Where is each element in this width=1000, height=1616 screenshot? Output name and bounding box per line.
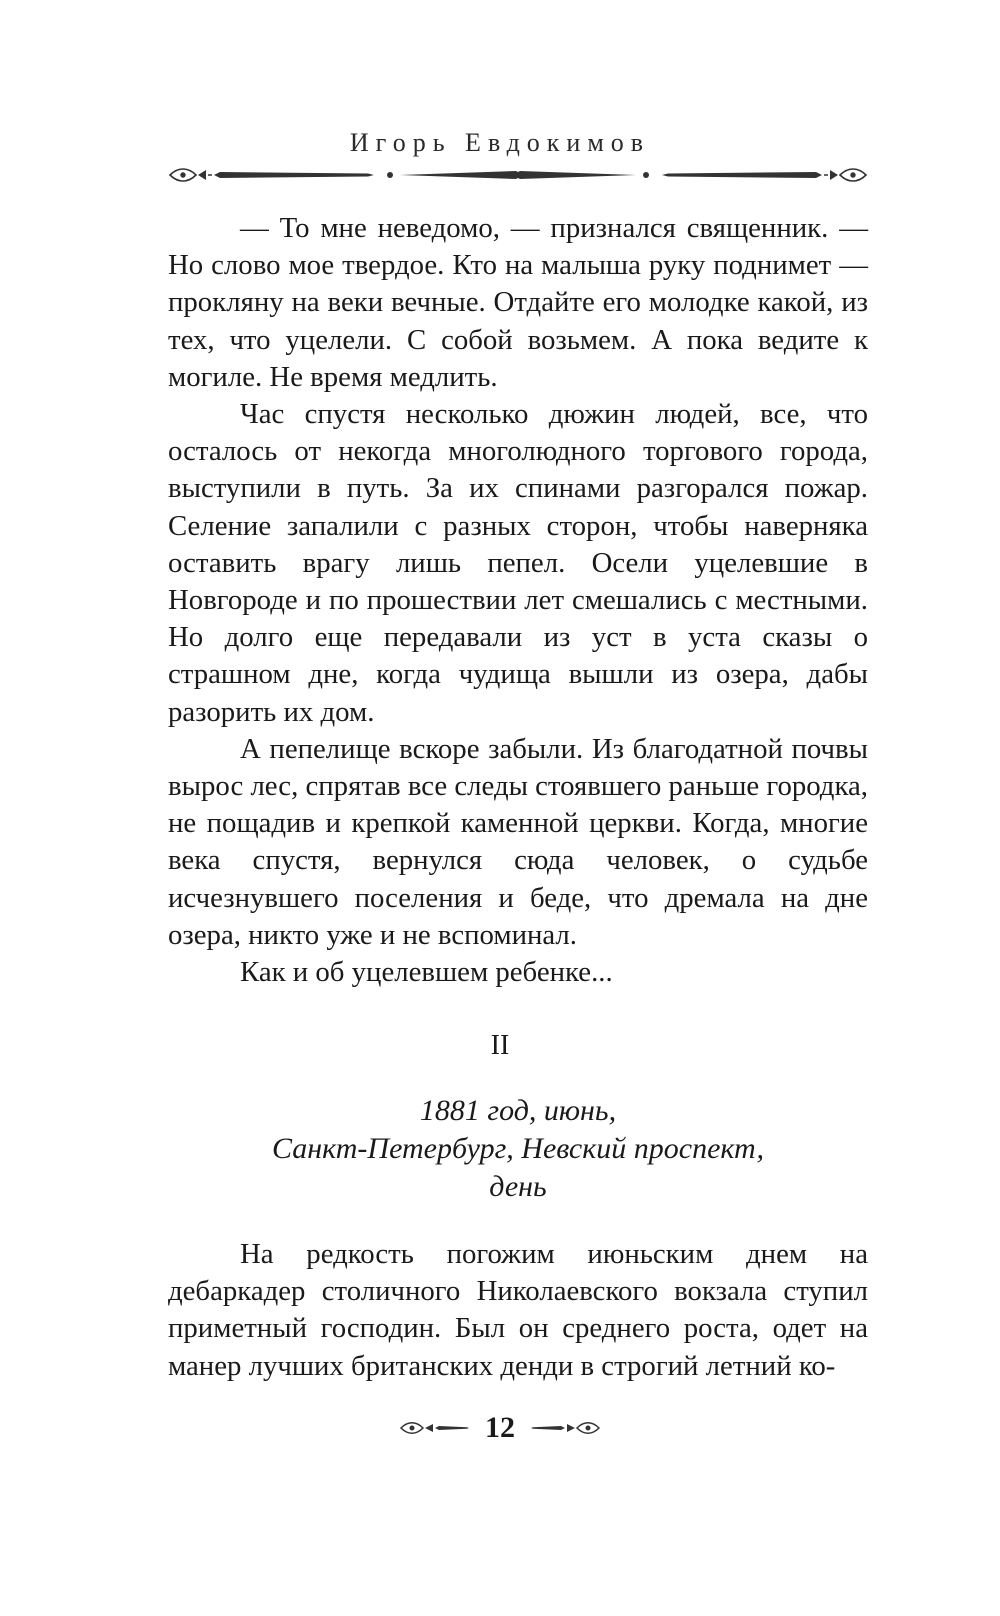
paragraph: На редкость погожим июньским днем на дебаркадер столичного Николаевского вокзала ступил приметный господин. Был он среднего роста, одет на манер лучших британских денди в строгий летний ко-: [168, 1238, 868, 1382]
paragraph: Час спустя несколько дюжин людей, все, что осталось от некогда многолюдного торгового города, выступили в путь. За их спинами разгорался пожар. Селение запалили с разных сторон, чтобы наверняка оставить врагу лишь пепел. Осели уцелевшие в Новгороде и по прошествии лет смешались с местными. Но долго еще передавали из уст в уста сказы о страшном дне, когда чудища вышли из озера, дабы разорить их дом.: [168, 398, 868, 728]
page-number: 12: [485, 1411, 515, 1444]
running-header: Игорь Евдокимов: [349, 128, 651, 157]
paragraph: А пепелище вскоре забыли. Из благодатной почвы вырос лес, спрятав все следы стоявшего раньше городка, не пощадив и крепкой каменной церкви. Когда, многие века спустя, вернулся сюда человек, о судьбе исчезнувшего поселения и беде, что дремала на дне озера, никто уже и не вспоминал.: [168, 732, 868, 951]
dateline-line: 1881 год, июнь,: [419, 1094, 617, 1127]
footer-ornament-left: [399, 1418, 471, 1438]
footer-ornament-right: [529, 1418, 601, 1438]
chapter-dateline: [168, 1092, 868, 1206]
dateline-line: Санкт-Петербург, Невский проспект,: [272, 1132, 764, 1165]
header-ornament: [168, 162, 868, 188]
chapter-number: II: [490, 1030, 510, 1061]
main-text: [168, 210, 868, 991]
chapter-text: [168, 1236, 868, 1385]
page-footer: [0, 1408, 1000, 1448]
dateline-line: день: [489, 1170, 547, 1203]
paragraph: — То мне неведомо, — признался священник. — Но слово мое твердое. Кто на малыша руку поднимет — прокляну на веки вечные. Отдайте его молодке какой, из тех, что уцелели. С собой возьмем. А пока ведите к могиле. Не время медлить.: [168, 212, 868, 393]
paragraph: Как и об уцелевшем ребенке...: [240, 956, 613, 989]
